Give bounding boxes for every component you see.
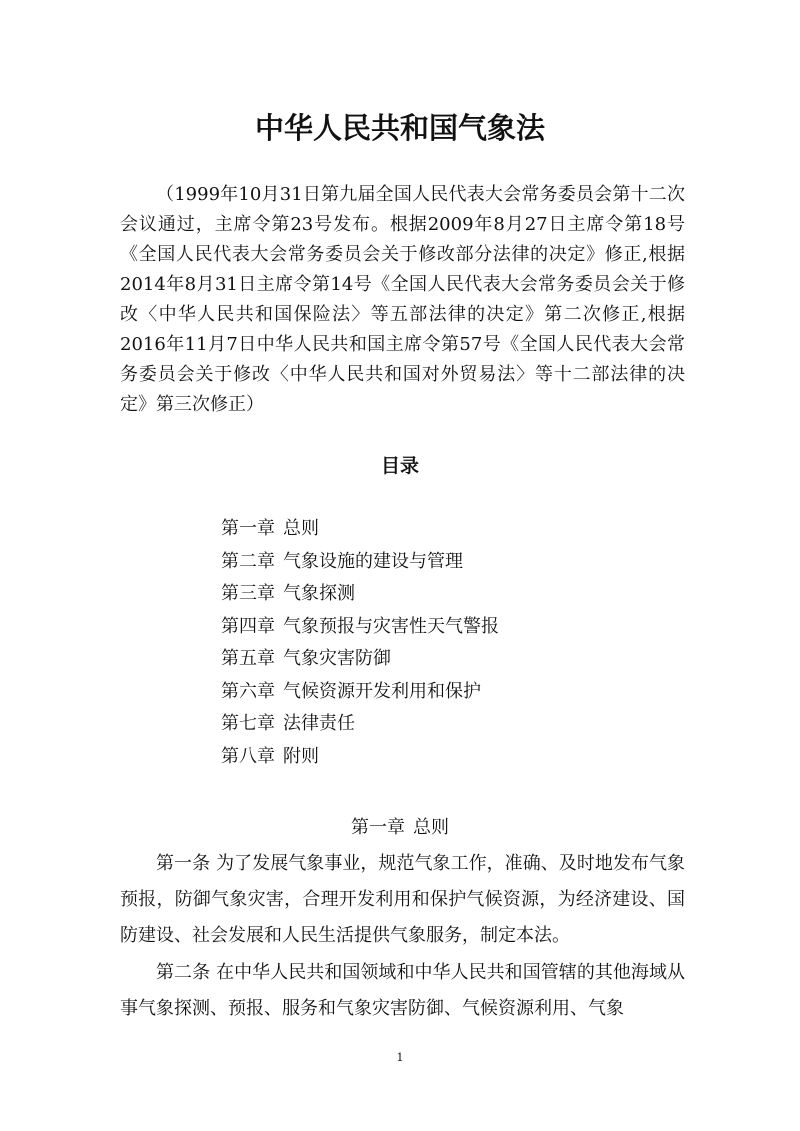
toc-item[interactable] xyxy=(221,578,661,611)
preamble xyxy=(120,180,685,420)
article xyxy=(120,846,685,954)
toc-item[interactable] xyxy=(221,676,661,709)
toc-item[interactable] xyxy=(221,708,661,741)
document-title: 中华人民共和国气象法 xyxy=(254,111,545,145)
toc-item-title: 气候资源开发利用和保护 xyxy=(283,680,481,702)
toc-item[interactable] xyxy=(221,611,661,644)
chapter-heading xyxy=(0,814,800,842)
article-text: 在中华人民共和国领域和中华人民共和国管辖的其他海域从事气象探测、预报、服务和气象灾害防御、气候资源利用、气象 xyxy=(120,962,685,1019)
toc-item-number: 第一章 xyxy=(221,518,275,539)
article xyxy=(120,955,685,1027)
toc-item-title: 总则 xyxy=(283,518,319,539)
toc-item-title: 气象灾害防御 xyxy=(283,648,391,669)
toc-item-title: 气象设施的建设与管理 xyxy=(283,550,463,572)
toc-item-number: 第七章 xyxy=(221,713,275,734)
toc-item-number: 第四章 xyxy=(221,615,275,637)
toc-item[interactable] xyxy=(221,741,661,774)
toc-item-number: 第八章 xyxy=(221,745,275,767)
toc-heading: 目录 xyxy=(380,455,419,477)
toc-item[interactable] xyxy=(221,643,661,676)
toc-item-number: 第五章 xyxy=(221,648,275,669)
toc-item-number: 第六章 xyxy=(221,680,275,702)
toc-item[interactable] xyxy=(221,513,661,546)
article-number: 第二条 xyxy=(156,962,211,983)
toc-item-title: 法律责任 xyxy=(283,713,355,734)
toc-item-title: 气象探测 xyxy=(283,583,355,604)
toc-item-title: 附则 xyxy=(283,745,319,767)
article-text: 为了发展气象事业，规范气象工作，准确、及时地发布气象预报，防御气象灾害，合理开发利用和保护气候资源，为经济建设、国防建设、社会发展和人民生活提供气象服务，制定本法。 xyxy=(120,853,685,946)
preamble-text: （1999年10月31日第九届全国人民代表大会常务委员会第十二次会议通过，主席令第23号发布。根据2009年8月27日主席令第18号《全国人民代表大会常务委员会关于修改部分法律的决定》修正,根据2014年8月31日主席令第14号《全国人民代表大会常务委员会关于修改〈中华人民共和国保险法〉等五部法律的决定》第二次修正,根据2016年11月7日中华人民共和国主席令第57号《全国人民代表大会常务委员会关于修改〈中华人民共和国对外贸易法〉等十二部法律的决定》第三次修正） xyxy=(120,184,685,415)
chapter-number: 第一章 xyxy=(351,817,405,838)
table-of-contents xyxy=(221,513,661,773)
toc-item-number: 第二章 xyxy=(221,550,275,572)
article-number: 第一条 xyxy=(156,853,211,874)
toc-item[interactable] xyxy=(221,546,661,579)
toc-item-title: 气象预报与灾害性天气警报 xyxy=(283,615,499,637)
chapter-title: 总则 xyxy=(413,817,449,838)
toc-item-number: 第三章 xyxy=(221,583,275,604)
page-number: 1 xyxy=(396,1051,404,1064)
